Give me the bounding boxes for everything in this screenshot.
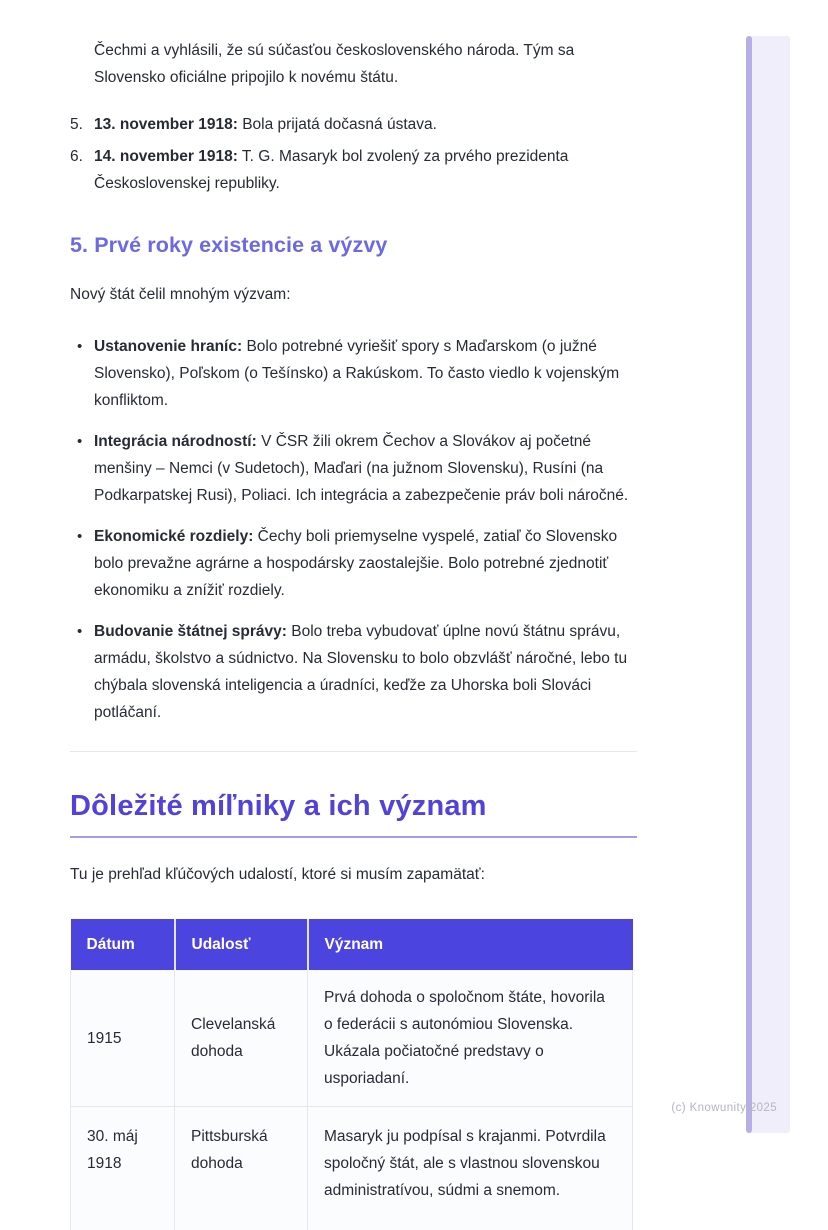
list-item-bold-date: 13. november 1918: <box>94 116 238 133</box>
list-item-bold-term: Integrácia národností: <box>94 433 257 450</box>
table-row <box>71 970 633 1107</box>
list-item-rest: T. G. Masaryk bol zvolený za prvého prezidenta Československej republiky. <box>94 148 569 192</box>
list-item-bold-date: 14. november 1918: <box>94 148 238 165</box>
list-item-number: 5. <box>70 116 83 133</box>
timeline-numbered-list <box>70 111 637 197</box>
scrollbar-thumb[interactable] <box>746 36 752 1133</box>
bullet-icon <box>70 523 94 604</box>
list-item <box>70 523 637 604</box>
column-header-vyznam: Význam <box>308 919 633 970</box>
list-item-text <box>94 111 437 138</box>
scrollbar-track[interactable] <box>746 36 790 1133</box>
list-item <box>70 428 637 509</box>
page-title-milniky: Dôležité míľniky a ich význam <box>70 789 637 838</box>
cell-datum: 30. máj 1918 <box>71 1107 175 1230</box>
milestones-table <box>70 919 633 1230</box>
column-header-datum: Dátum <box>71 919 175 970</box>
section-divider <box>70 751 637 752</box>
list-item <box>70 618 637 726</box>
bullet-icon <box>70 618 94 726</box>
milestones-lead-paragraph: Tu je prehľad kľúčových udalostí, ktoré si musím zapamätať: <box>70 866 485 883</box>
list-item-text <box>94 428 637 509</box>
table-header <box>71 919 633 970</box>
list-item-rest: Bolo potrebné vyriešiť spory s Maďarskom (o južné Slovensko), Poľskom (o Tešínsko) a Rakúskom. To často viedlo k vojenským konfliktom. <box>94 338 620 409</box>
document-page <box>70 0 637 1230</box>
cell-udalost: Clevelanská dohoda <box>175 970 308 1107</box>
table-row <box>71 1107 633 1230</box>
cell-udalost: Pittsburská dohoda <box>175 1107 308 1230</box>
bullet-icon <box>70 428 94 509</box>
list-item-bold-term: Budovanie štátnej správy: <box>94 623 287 640</box>
list-item-number: 6. <box>70 148 83 165</box>
list-item-rest: V ČSR žili okrem Čechov a Slovákov aj početné menšiny – Nemci (v Sudetoch), Maďari (na južnom Slovensku), Rusíni (na Podkarpatskej Rusi), Poliaci. Ich integrácia a zabezpečenie práv boli náročné. <box>94 433 629 504</box>
table-header-row <box>71 919 633 970</box>
cell-datum: 1915 <box>71 970 175 1107</box>
list-item-text <box>94 143 637 197</box>
bullet-icon <box>70 333 94 414</box>
cell-vyznam: Prvá dohoda o spoločnom štáte, hovorila o federácii s autonómiou Slovenska. Ukázala počiatočné predstavy o usporiadaní. <box>308 970 633 1107</box>
column-header-udalost: Udalosť <box>175 919 308 970</box>
list-item-rest: Bolo treba vybudovať úplne novú štátnu správu, armádu, školstvo a súdnictvo. Na Slovensku to bolo obzvlášť náročné, lebo tu chýbala slovenská inteligencia a úradníci, keďže za Uhorska boli Slováci potláčaní. <box>94 623 628 721</box>
list-item <box>70 143 637 197</box>
list-item-4-continuation: Čechmi a vyhlásili, že sú súčasťou československého národa. Tým sa Slovensko oficiálne pripojilo k novému štátu. <box>94 42 575 86</box>
list-item-rest: Čechy boli priemyselne vyspelé, zatiaľ čo Slovensko bolo prevažne agrárne a hospodársky zaostalejšie. Bolo potrebné zjednotiť ekonomiku a znížiť rozdiely. <box>94 528 618 599</box>
list-item-text <box>94 333 637 414</box>
cell-vyznam: Masaryk ju podpísal s krajanmi. Potvrdila spoločný štát, ale s vlastnou slovenskou administratívou, súdmi a snemom. <box>308 1107 633 1230</box>
knowunity-watermark: (c) Knowunity 2025 <box>671 1102 777 1114</box>
list-item-rest: Bola prijatá dočasná ústava. <box>237 116 437 133</box>
list-item-text <box>94 618 637 726</box>
list-item-text <box>94 523 637 604</box>
list-item <box>70 111 637 138</box>
list-item <box>70 333 637 414</box>
section-lead-paragraph: Nový štát čelil mnohým výzvam: <box>70 286 291 303</box>
list-item-bold-term: Ustanovenie hraníc: <box>94 338 243 355</box>
table-body <box>71 970 633 1230</box>
list-item-bold-term: Ekonomické rozdiely: <box>94 528 254 545</box>
challenges-bullet-list <box>70 333 637 726</box>
section-heading-prve-roky: 5. Prvé roky existencie a výzvy <box>70 233 388 257</box>
